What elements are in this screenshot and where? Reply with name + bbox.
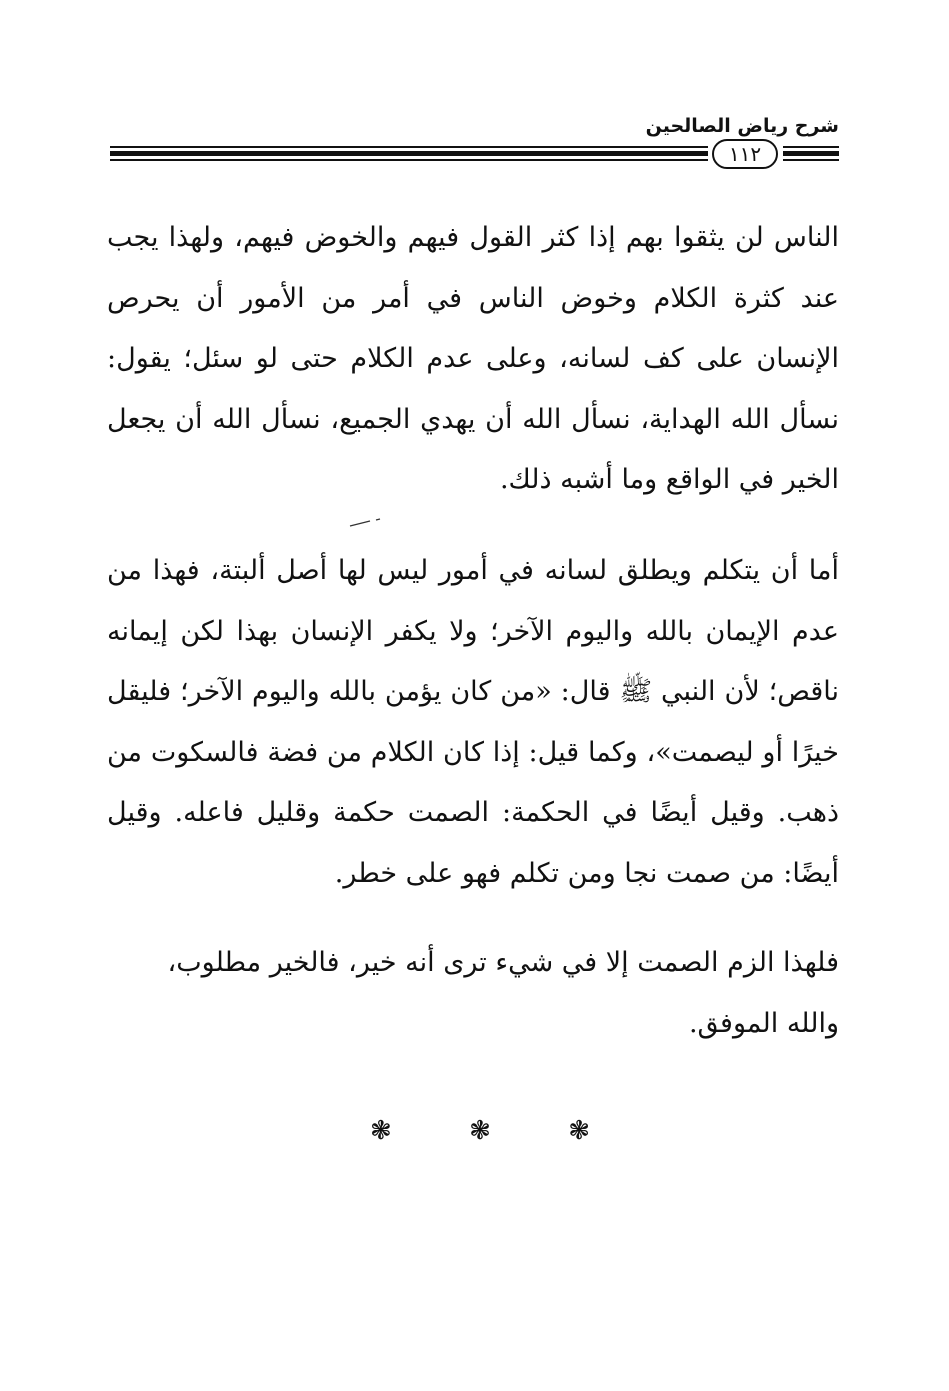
ornament-star-icon: ❃: [469, 1116, 491, 1146]
paragraph-3: [107, 933, 839, 1054]
ornament-star-icon: ❃: [568, 1116, 590, 1146]
paragraph-3-line-2: والله الموفق.: [688, 1007, 839, 1039]
section-ornament: [370, 1116, 590, 1146]
paragraph-2: أما أن يتكلم ويطلق لسانه في أمور ليس لها أصل ألبتة، فهذا من عدم الإيمان بالله واليوم الآخر؛ ولا يكفر الإنسان بهذا لكن إيمانه ناقص؛ لأن النبي ﷺ قال: «من كان يؤمن بالله واليوم الآخر؛ فليقل خيرًا أو ليصمت»، وكما قيل: إذا كان الكلام من فضة فالسكوت من ذهب. وقيل أيضًا في الحكمة: الصمت حكمة وقليل فاعله. وقيل أيضًا: من صمت نجا ومن تكلم فهو على خطر.: [107, 555, 839, 889]
page-number: ١١٢: [712, 139, 778, 169]
paragraph-1: الناس لن يثقوا بهم إذا كثر القول فيهم والخوض فيهم، ولهذا يجب عند كثرة الكلام وخوض الناس في أمر من الأمور أن يحرص الإنسان على كف لسانه، وعلى عدم الكلام حتى لو سئل؛ يقول: نسأل الله الهداية، نسأل الله أن يهدي الجميع، نسأل الله أن يجعل الخير في الواقع وما أشبه ذلك.: [107, 222, 839, 495]
paragraph-3-line-1: فلهذا الزم الصمت إلا في شيء ترى أنه خير، فالخير مطلوب،: [167, 947, 839, 978]
ornament-star-icon: ❃: [370, 1116, 392, 1146]
running-title: شرح رياض الصالحين: [645, 115, 839, 137]
stray-mark: [348, 518, 388, 528]
header-rule-right: [783, 146, 839, 162]
header-rule-left: [110, 146, 708, 162]
